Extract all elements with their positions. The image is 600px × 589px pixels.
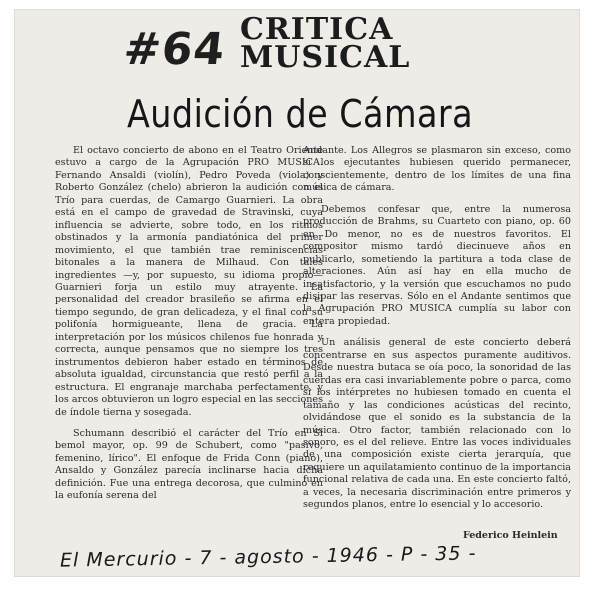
left-column (55, 145, 323, 503)
paragraph: Un análisis general de este concierto deberá concentrarse en sus aspectos puramente auditivos. Desde nuestra butaca se oía poco, la sonoridad de las cuerdas era casi invariablemente pobre o parca, como si los intérpretes no hubiesen tomado en cuenta el tamaño y las condiciones acústicas del recinto, olvidándose que el sonido es la substancia de la música. Otro factor, también relacionado con lo sonoro, es el del relieve. Entre las voces individuales de una composición existe cierta jerarquía, que requiere un aquilatamiento continuo de la importancia funcional relativa de cada una. En este concierto faltó, a veces, la necesaria discriminación entre primeros y segundos planos, entre lo esencial y lo accesorio. (303, 337, 571, 511)
paragraph: Schumann describió el carácter del Trío en Si bemol mayor, op. 99 de Schubert, como "pasivo, femenino, lírico". El enfoque de Frida Conn (piano), Ansaldo y González parecía inclinarse hacia dicha definición. Fue una entrega decorosa, que culminó en la eufonía serena del (55, 427, 323, 502)
section-line-1: CRITICA (240, 12, 394, 47)
right-column (303, 145, 571, 512)
paragraph: El octavo concierto de abono en el Teatro Oriente estuvo a cargo de la Agrupación PRO MUSICA. Fernando Ansaldi (violín), Pedro Poveda (viola) y Roberto González (chelo) abrieron la audición con el Trío para cuerdas, de Camargo Guarnieri. La obra está en el campo de gravedad de Stravinski, cuya influencia se advierte, sobre todo, en los ritmos obstinados y la armonía pandiatónica del primer movimiento, el que también trae reminiscencias bitonales a la manera de Milhaud. Con tales ingredientes —y, por supuesto, su idioma propio— Guarnieri forja un estilo muy atrayente. La personalidad del creador brasileño se afirma en el tiempo segundo, de gran delicadeza, y el final con su polifonía hormigueante, llena de gracia. La interpretación por los músicos chilenos fue honrada y correcta, aunque pensamos que no siempre los tres instrumentos debieron haber estado en términos de absoluta igualdad, circunstancia que restó perfil a la estructura. El engranaje marchaba perfectamente, y los arcos obtuvieron un logro especial en las secciones de índole tierna y sosegada. (55, 145, 323, 418)
section-line-2: MUSICAL (240, 40, 411, 75)
paragraph: Debemos confesar que, entre la numerosa producción de Brahms, su Cuarteto con piano, op. 60 en Do menor, no es de nuestros favoritos. El compositor mismo tardó diecinueve años en publicarlo, sometiendo la partitura a toda clase de alteraciones. Aún así hay en ella mucho de insatisfactorio, y la versión que escuchamos no pudo disipar las reservas. Sólo en el Andante sentimos que la Agrupación PRO MUSICA cumplía su labor con entera propiedad. (303, 203, 571, 327)
section-heading (240, 12, 411, 75)
handwritten-number: #64 (121, 24, 228, 75)
paragraph: Andante. Los Allegros se plasmaron sin exceso, como si los ejecutantes hubiesen querido permanecer, conscientemente, dentro de los límites de una fina música de cámara. (303, 145, 571, 194)
handwritten-source-note: El Mercurio - 7 - agosto - 1946 - P - 35 - (59, 542, 477, 572)
article-headline: Audición de Cámara (126, 92, 474, 136)
author-signature: Federico Heinlein (463, 530, 558, 541)
